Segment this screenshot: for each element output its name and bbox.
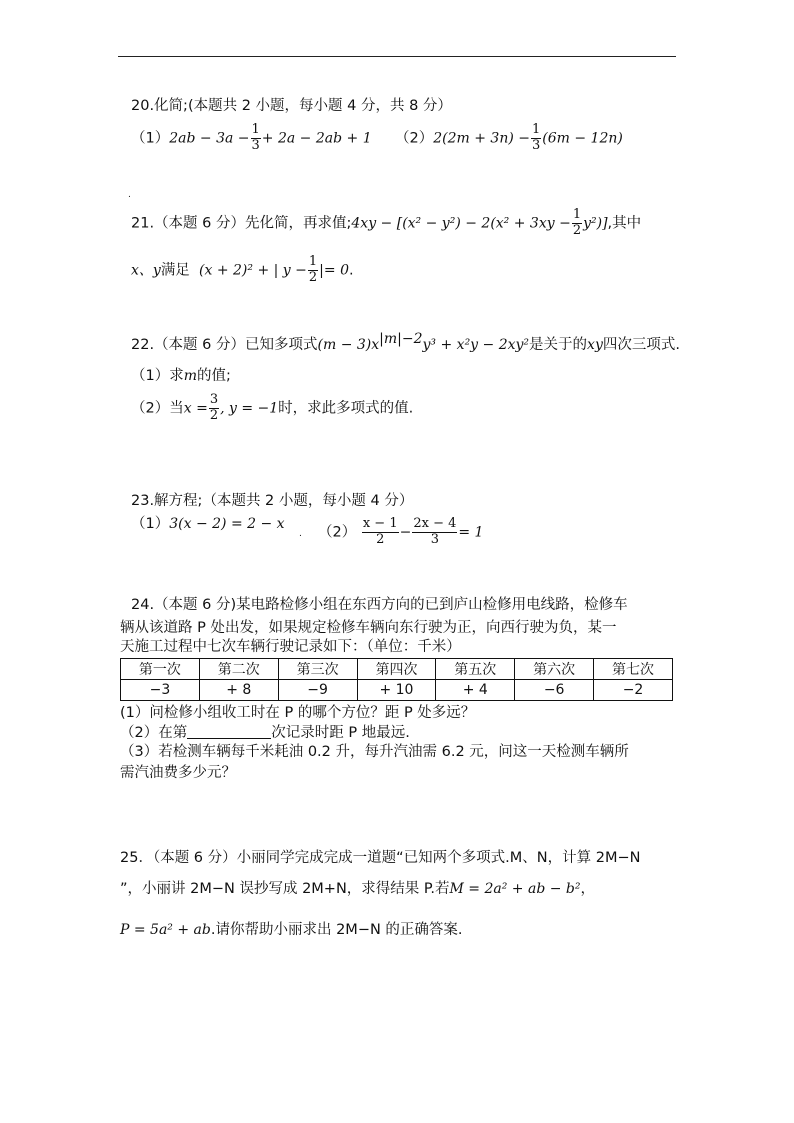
stray-mark: . [299, 529, 302, 539]
driving-record-table [120, 658, 673, 701]
q21-line1: 21.（本题 6 分）先化简，再求值;4xy − [(x² − y²) − 2(x² + 3xy − $\frac{1}{2}$ y²)],其中 [131, 207, 642, 238]
q24-sub3-line2: 需汽油费多少元？ [120, 765, 236, 781]
q22-sub2: （2）当x = $\frac{3}{2}$ , y = −1时，求此多项式的值. [131, 392, 414, 423]
q24-sub1: (1）问检修小组收工时在 P 的哪个方位？距 P 处多远？ [120, 705, 476, 721]
table-header-row [121, 659, 673, 680]
q23-part2: （2） $\frac{x - 1}{2}$ − $\frac{2x - 4}{3}$ = 1 [318, 516, 484, 547]
table-cell: −2 [594, 680, 673, 701]
q21-line2: x、y满足 (x + 2)² + | y − $\frac{1}{2}$ |= 0. [131, 254, 354, 285]
q23-part1: （1）3(x − 2) = 2 − x [131, 516, 285, 532]
q20-p2-fraction: $\frac{1}{3}$ [531, 122, 541, 153]
q24-line2: 辆从该道路 P 处出发，如果规定检修车辆向东行驶为正，向西行驶为负，某一 [120, 620, 617, 636]
q24-line3: 天施工过程中七次车辆行驶记录如下：（单位：千米） [120, 639, 461, 655]
table-row [121, 680, 673, 701]
q21-cond-fraction: $\frac{1}{2}$ [308, 254, 318, 285]
q24-line1: 24.（本题 6 分)某电路检修小组在东西方向的已到庐山检修用电线路，检修车 [131, 597, 628, 613]
q20-part1: （1）2ab − 3a − $\frac{1}{3}$ + 2a − 2ab + 1 [131, 122, 372, 153]
table-cell: + 8 [199, 680, 278, 701]
q20-part2: （2）2(2m + 3n) − $\frac{1}{3}$ (6m − 12n) [395, 122, 623, 153]
q24-sub2: （2）在第 次记录时距 P 地最远. [120, 725, 410, 741]
q25-line1: 25．（本题 6 分）小丽同学完成完成一道题“已知两个多项式.M、N，计算 2M−N [120, 850, 641, 866]
q20-p1-fraction: $\frac{1}{3}$ [251, 122, 260, 153]
q21-fraction: $\frac{1}{2}$ [572, 207, 582, 238]
table-header-cell: 第六次 [515, 659, 594, 680]
q25-line3: P = 5a² + ab.请你帮助小丽求出 2M−N 的正确答案. [120, 922, 463, 938]
table-header-cell: 第二次 [199, 659, 278, 680]
q23-fraction-1: $\frac{x - 1}{2}$ [362, 516, 398, 547]
table-cell: + 4 [436, 680, 515, 701]
table-header-cell: 第三次 [278, 659, 357, 680]
stray-mark: . [128, 190, 131, 200]
q23-title: 23.解方程;（本题共 2 小题，每小题 4 分） [131, 493, 414, 509]
answer-blank[interactable] [187, 738, 271, 739]
table-header-cell: 第一次 [121, 659, 200, 680]
q22-line1: 22.（本题 6 分）已知多项式$(m - 3)x^{|m|-2}y^3 + x^2y - 2xy^2$是关于的xy四次三项式. [131, 331, 680, 353]
q20-title: 20.化简;(本题共 2 小题，每小题 4 分，共 8 分） [131, 98, 452, 114]
table-cell: + 10 [357, 680, 436, 701]
table-header-cell: 第四次 [357, 659, 436, 680]
q24-sub3-line1: （3）若检测车辆每千米耗油 0.2 升，每升汽油需 6.2 元，问这一天检测车辆所 [120, 744, 629, 760]
table-cell: −9 [278, 680, 357, 701]
q22-sub1: （1）求m的值; [131, 368, 231, 384]
header-rule [118, 56, 676, 57]
table-cell: −6 [515, 680, 594, 701]
q22-fraction: $\frac{3}{2}$ [209, 392, 219, 423]
table-cell: −3 [121, 680, 200, 701]
q23-fraction-2: $\frac{2x - 4}{3}$ [413, 516, 457, 547]
table-header-cell: 第五次 [436, 659, 515, 680]
q25-line2: ”，小丽讲 2M−N 误抄写成 2M+N，求得结果 P.若M = 2a² + ab − b²， [120, 881, 595, 897]
table-header-cell: 第七次 [594, 659, 673, 680]
